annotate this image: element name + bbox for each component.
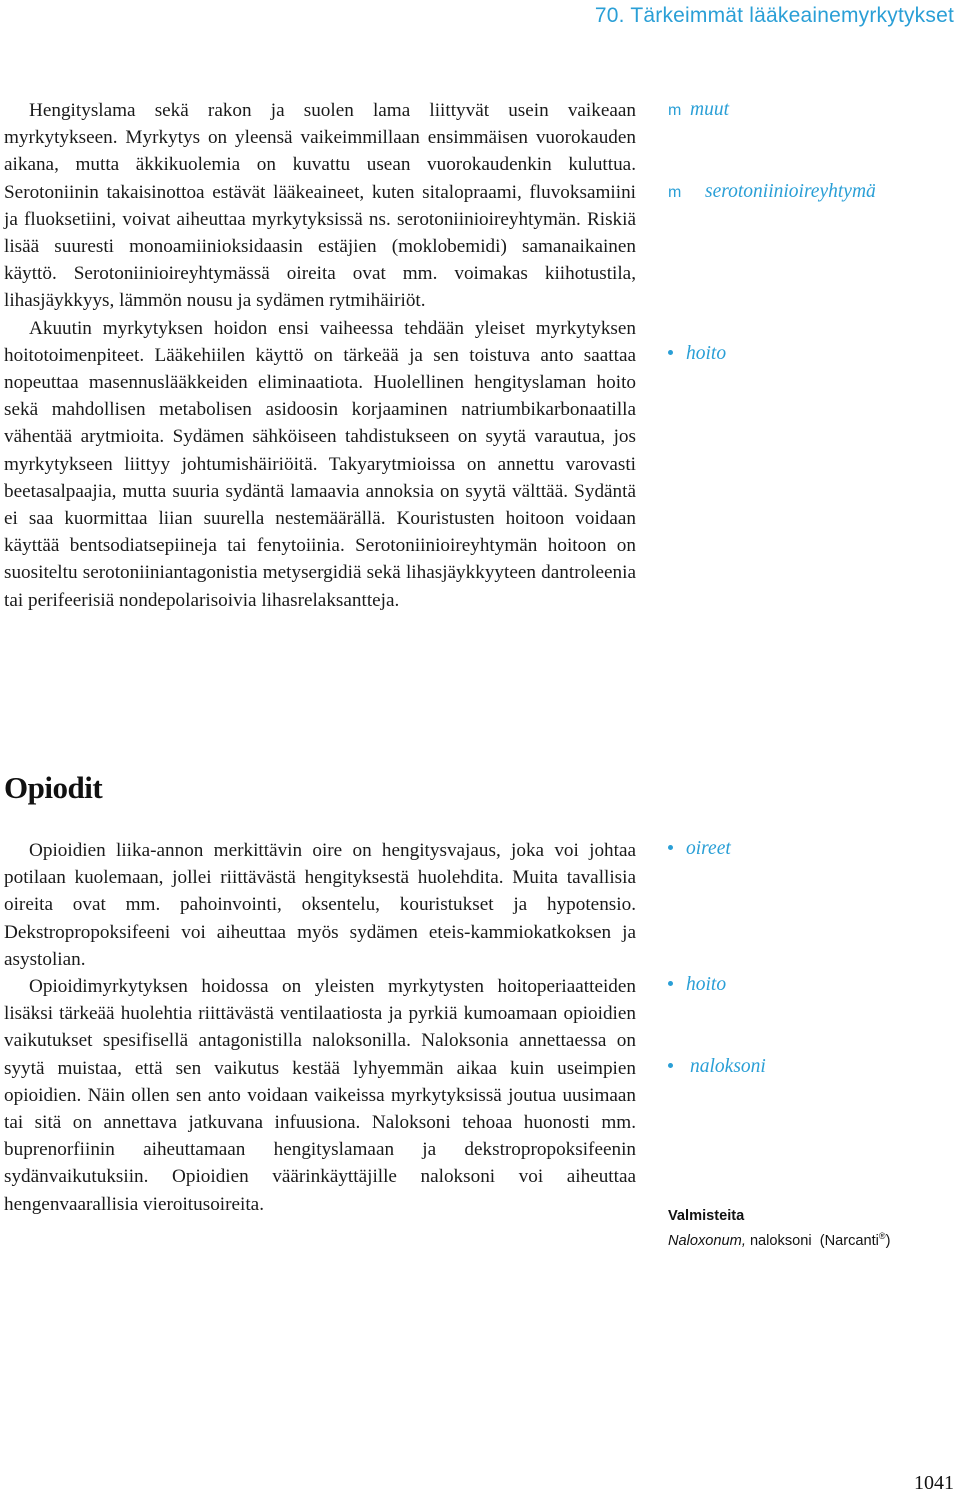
margin-note-serotoniinioireyhtyma: serotoniinioireyhtymä — [705, 181, 876, 202]
margin-sub-bullet-sero: m — [668, 184, 682, 201]
section2-text — [4, 837, 636, 1218]
preparations-box — [668, 1206, 890, 1251]
margin-note-oireet: oireet — [686, 838, 731, 859]
margin-bullet-naloksoni — [668, 1063, 673, 1068]
section1-paragraph-1: Hengityslama sekä rakon ja suolen lama liittyvät usein vaikeaan myrkytykseen. Myrkytys on yleensä vaikeimmillaan ensimmäisen vuorokauden aikana, mutta äkkikuolemia on kuvattu usean vuorokaudenkin kuluttua. Serotoniinin takaisinottoa estävät lääkeaineet, kuten sitalopraami, fluvoksamiini ja fluoksetiini, voivat aiheuttaa myrkytyksissä ns. serotoniinioireyhtymän. Riskiä lisää suuresti monoamiinioksidaasin estäjien (moklobemidi) samanaikainen käyttö. Serotoniinioireyhtymässä oireita ovat mm. voimakas kiihotustila, lihasjäykkyys, lämmön nousu ja sydämen rytmihäiriöt. — [4, 100, 636, 312]
margin-note-hoito-1: hoito — [686, 343, 727, 364]
registered-trademark-symbol: ® — [878, 1231, 886, 1241]
margin-bullet-hoito-1 — [668, 350, 673, 355]
section2-paragraph-2: Opioidimyrkytyksen hoidossa on yleisten myrkytysten hoitoperiaatteiden lisäksi tärkeää huolehtia riittävästä ventilaatiosta ja pyrkiä kumoamaan opioidien vaikutukset spesifisellä antagonistilla naloksonilla. Naloksonia annettaessa on syytä muistaa, että sen vaikutus kestää lyhyemmän aikaa kuin useimpien opioidien. Näin ollen sen anto voidaan vaikeissa myrkytyksissä joutua uusimaan tai sitä on annettava jatkuvana infuusiona. Naloksoni tehoaa huonosti mm. buprenorfiinin aiheuttamaan hengityslamaan ja dekstropropoksifeenin sydänvaikutuksiin. Opioidien väärinkäyttäjille naloksoni voi aiheuttaa hengenvaarallisia vieroitusoireita. — [4, 976, 636, 1215]
section2-paragraph-1: Opioidien liika-annon merkittävin oire on hengitysvajaus, joka voi johtaa potilaan kuolemaan, jollei riittävästä hengityksestä huolehdita. Muita tavallisia oireita ovat mm. pahoinvointi, oksentelu, kouristukset ja hypotensio. Dekstropropoksifeeni voi aiheuttaa myös sydämen eteis-kammiokatkoksen ja asystolian. — [4, 840, 636, 970]
preparation-brand-close: ) — [885, 1232, 891, 1249]
preparation-latin-name: Naloxonum, — [668, 1232, 746, 1249]
section-heading-opiodit: Opiodit — [4, 770, 103, 805]
margin-sub-bullet-muut: m — [668, 102, 682, 119]
preparation-brand-open: (Narcanti — [819, 1232, 879, 1249]
margin-bullet-oireet — [668, 845, 673, 850]
margin-note-muut: muut — [690, 99, 729, 120]
margin-note-naloksoni: naloksoni — [690, 1056, 766, 1077]
margin-bullet-hoito-2 — [668, 981, 673, 986]
preparation-naloxonum — [668, 1226, 890, 1251]
section1-paragraph-2: Akuutin myrkytyksen hoidon ensi vaiheessa tehdään yleiset myrkytyksen hoitotoimenpiteet. Lääkehiilen käyttö on tärkeää ja sen toistuva anto saattaa nopeuttaa masennuslääkkeiden eliminaatiota. Huolellinen hengityslaman hoito sekä mahdollisen metabolisen asidoosin korjaaminen natriumbikarbonaatilla vähentää arytmioita. Sydämen sähköiseen tahdistukseen on syytä varautua, jos myrkytykseen liittyy johtumishäiriöitä. Takyarytmioissa on annettu varovasti beetasalpaajia, mutta suuria sydäntä lamaavia annoksia on syytä välttää. Sydäntä ei saa kuormittaa liian suurella nestemäärällä. Kouristusten hoitoon voidaan käyttää bentsodiatsepiineja tai fenytoiinia. Serotoniinioireyhtymän hoitoon on suositeltu serotoniiniantagonistia metysergidiä sekä lihasjäykkyyteen dantroleenia tai perifeerisiä nondepolarisoivia lihasrelaksantteja. — [4, 317, 636, 611]
page-number: 1041 — [914, 1472, 954, 1494]
section1-text — [4, 97, 636, 614]
margin-note-hoito-2: hoito — [686, 974, 727, 995]
preparations-title: Valmisteita — [668, 1208, 745, 1224]
preparation-generic-name: naloksoni — [749, 1232, 812, 1249]
chapter-header: 70. Tärkeimmät lääkeainemyrkytykset — [594, 4, 954, 27]
